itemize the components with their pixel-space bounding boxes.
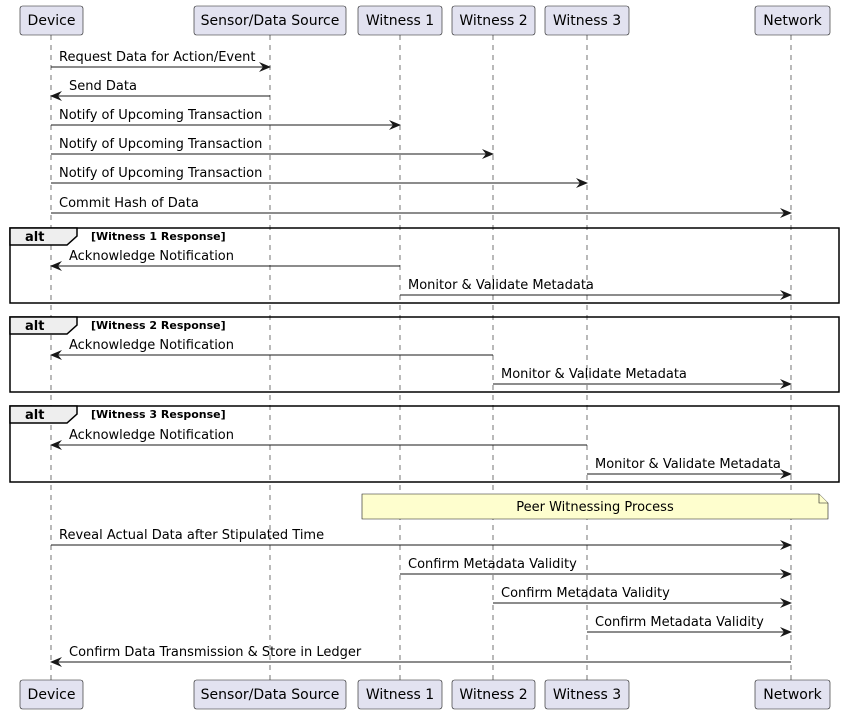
alt-keyword: alt [25, 408, 45, 423]
message-label: Send Data [69, 79, 137, 94]
message-label: Commit Hash of Data [59, 196, 199, 211]
message [51, 79, 270, 96]
participant-label: Sensor/Data Source [200, 13, 340, 29]
alt-condition: [Witness 2 Response] [91, 319, 226, 332]
message-label: Confirm Metadata Validity [595, 615, 764, 630]
message [400, 557, 791, 574]
message-label: Reveal Actual Data after Stipulated Time [59, 528, 325, 543]
message [493, 367, 791, 384]
message-label: Monitor & Validate Metadata [408, 278, 594, 293]
message [51, 108, 400, 125]
participant-label: Witness 2 [459, 687, 528, 703]
message-label: Notify of Upcoming Transaction [59, 137, 263, 152]
message [587, 457, 791, 474]
message [51, 137, 493, 154]
message-label: Confirm Data Transmission & Store in Ledger [69, 645, 362, 660]
message-label: Acknowledge Notification [69, 428, 235, 443]
message-label: Acknowledge Notification [69, 338, 235, 353]
participant-witness3-bottom [545, 680, 629, 709]
message [51, 528, 791, 545]
message [51, 249, 400, 266]
alt-condition: [Witness 3 Response] [91, 408, 226, 421]
message [587, 615, 791, 632]
message-label: Monitor & Validate Metadata [501, 367, 687, 382]
participant-label: Witness 3 [552, 687, 622, 703]
note [362, 494, 828, 519]
message-label: Confirm Metadata Validity [501, 586, 670, 601]
participant-label: Witness 2 [459, 13, 528, 29]
note-label: Peer Witnessing Process [516, 500, 674, 515]
participant-network-top [755, 6, 830, 35]
participant-sensor-top [194, 6, 346, 35]
participant-label: Network [763, 13, 822, 29]
participant-witness2-top [452, 6, 535, 35]
message-label: Monitor & Validate Metadata [595, 457, 781, 472]
message [51, 196, 791, 213]
participant-label: Network [763, 687, 822, 703]
participant-label: Witness 1 [365, 687, 435, 703]
message [400, 278, 791, 295]
participant-witness1-top [358, 6, 442, 35]
message [51, 166, 587, 183]
participant-label: Witness 1 [365, 13, 435, 29]
participant-sensor-bottom [194, 680, 346, 709]
participant-device-top [20, 6, 83, 35]
alt-keyword: alt [25, 319, 45, 334]
participant-label: Witness 3 [552, 13, 622, 29]
participant-witness3-top [545, 6, 629, 35]
message-label: Notify of Upcoming Transaction [59, 166, 263, 181]
alt-keyword: alt [25, 230, 45, 245]
message [493, 586, 791, 603]
message-label: Notify of Upcoming Transaction [59, 108, 263, 123]
message-label: Acknowledge Notification [69, 249, 235, 264]
alt-condition: [Witness 1 Response] [91, 230, 226, 243]
participant-witness2-bottom [452, 680, 535, 709]
participant-label: Device [27, 13, 76, 29]
message [51, 50, 270, 67]
message [51, 645, 791, 662]
message [51, 428, 587, 445]
message-label: Confirm Metadata Validity [408, 557, 577, 572]
participant-network-bottom [755, 680, 830, 709]
participant-label: Device [27, 687, 76, 703]
participant-device-bottom [20, 680, 83, 709]
participant-witness1-bottom [358, 680, 442, 709]
participant-label: Sensor/Data Source [200, 687, 340, 703]
message-label: Request Data for Action/Event [59, 50, 256, 65]
message [51, 338, 493, 355]
